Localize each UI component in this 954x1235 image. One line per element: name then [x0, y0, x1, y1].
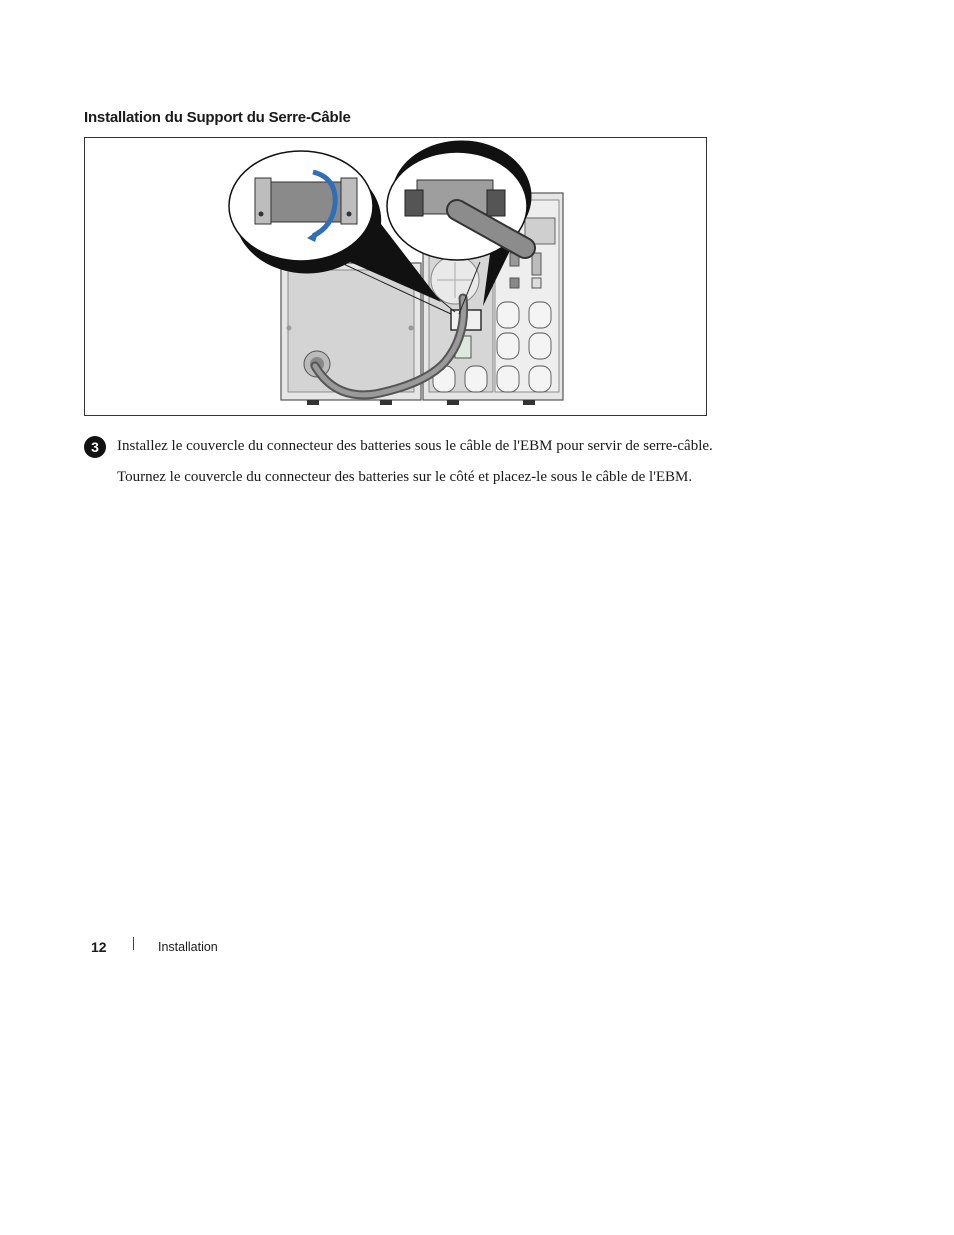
page-number: 12: [91, 939, 107, 955]
step-detail: Tournez le couvercle du connecteur des batteries sur le côté et placez-le sous le câble de l'EBM.: [117, 469, 693, 485]
footer-chapter: Installation: [158, 940, 218, 954]
illustration-frame: [84, 137, 707, 416]
installation-illustration: [85, 138, 708, 417]
footer-divider: [133, 937, 134, 950]
step-instruction: Installez le couvercle du connecteur des batteries sous le câble de l'EBM pour servir de serre-câble.: [117, 438, 713, 454]
step-number-badge: 3: [84, 436, 106, 458]
section-title: Installation du Support du Serre-Câble: [84, 109, 351, 126]
